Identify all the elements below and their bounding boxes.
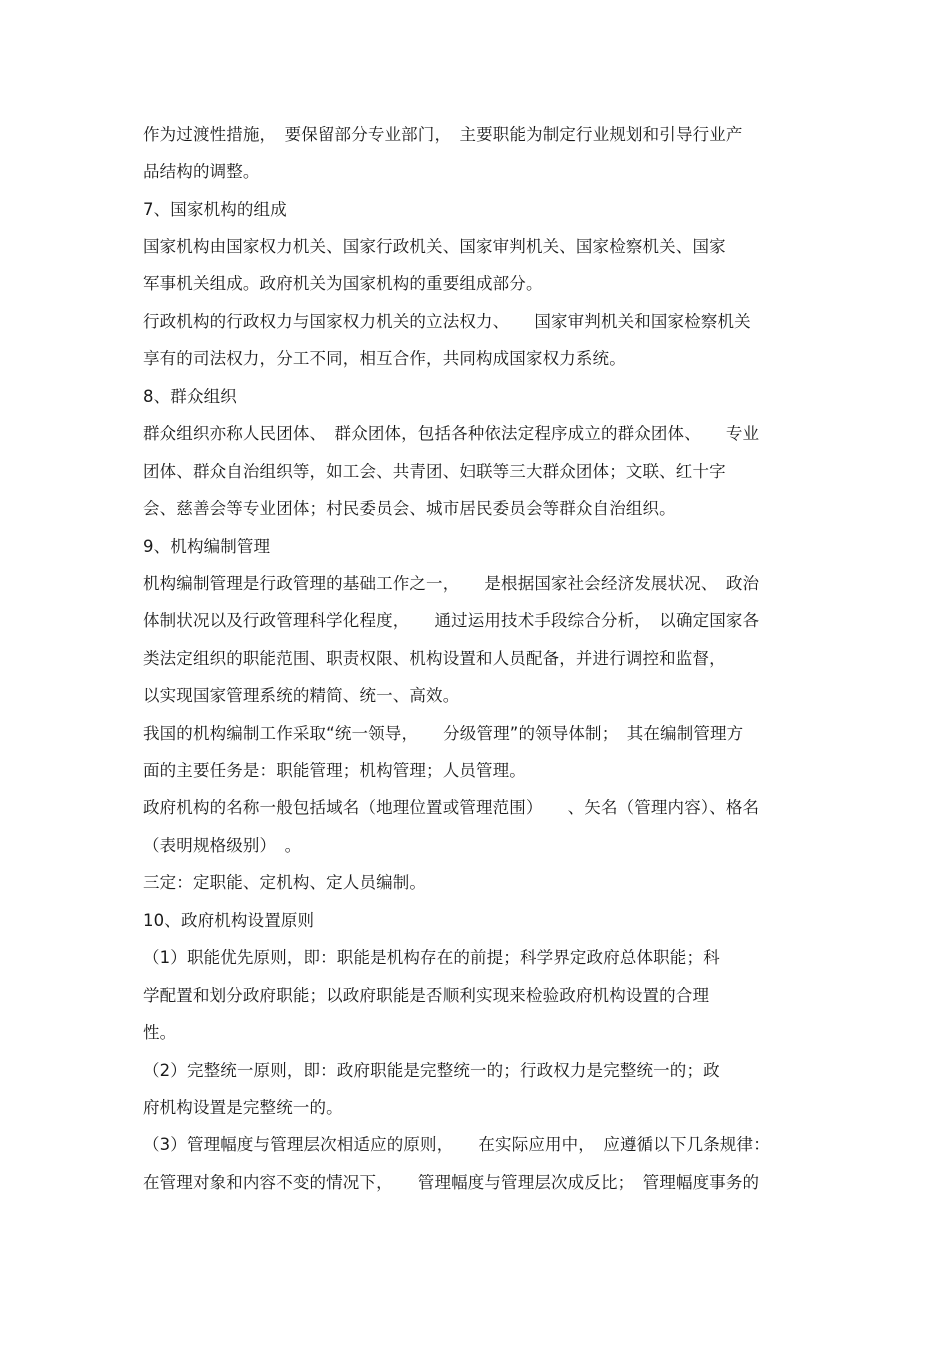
paragraph-line: 体制状况以及行政管理科学化程度， 通过运用技术手段综合分析， 以确定国家各 [143,611,760,630]
paragraph-line: （3）管理幅度与管理层次相适应的原则， 在实际应用中， 应遵循以下几条规律： [143,1135,770,1154]
paragraph-line: 学配置和划分政府职能；以政府职能是否顺利实现来检验政府机构设置的合理 [143,986,710,1005]
paragraph-line: （1）职能优先原则，即：职能是机构存在的前提；科学界定政府总体职能；科 [143,948,720,967]
section-heading: 7、国家机构的组成 [143,200,287,219]
paragraph-line: 品结构的调整。 [143,162,260,181]
paragraph-line: 面的主要任务是：职能管理；机构管理；人员管理。 [143,761,526,780]
paragraph-line: 三定：定职能、定机构、定人员编制。 [143,873,427,892]
paragraph-line: （2）完整统一原则，即：政府职能是完整统一的；行政权力是完整统一的；政 [143,1061,720,1080]
paragraph-line: 行政机构的行政权力与国家权力机关的立法权力、 国家审判机关和国家检察机关 [143,312,751,331]
paragraph-line: 享有的司法权力，分工不同，相互合作，共同构成国家权力系统。 [143,349,626,368]
paragraph-line: 府机构设置是完整统一的。 [143,1098,343,1117]
paragraph-line: 会、慈善会等专业团体；村民委员会、城市居民委员会等群众自治组织。 [143,499,676,518]
section-heading: 8、群众组织 [143,387,237,406]
paragraph-line: 国家机构由国家权力机关、国家行政机关、国家审判机关、国家检察机关、国家 [143,237,726,256]
paragraph-line: 在管理对象和内容不变的情况下， 管理幅度与管理层次成反比； 管理幅度事务的 [143,1173,760,1192]
paragraph-line: 我国的机构编制工作采取“统一领导， 分级管理”的领导体制； 其在编制管理方 [143,724,744,743]
paragraph-line: 群众组织亦称人民团体、 群众团体，包括各种依法定程序成立的群众团体、 专业 [143,424,760,443]
paragraph-line: 作为过渡性措施， 要保留部分专业部门， 主要职能为制定行业规划和引导行业产 [143,125,743,144]
paragraph-line: 性。 [143,1023,177,1042]
paragraph-line: 以实现国家管理系统的精简、统一、高效。 [143,686,460,705]
paragraph-line: （表明规格级别） 。 [143,836,302,855]
paragraph-line: 政府机构的名称一般包括域名（地理位置或管理范围） 、矢名（管理内容）、格名 [143,798,760,817]
paragraph-line: 机构编制管理是行政管理的基础工作之一， 是根据国家社会经济发展状况、 政治 [143,574,760,593]
section-heading: 9、机构编制管理 [143,537,271,556]
paragraph-line: 团体、群众自治组织等，如工会、共青团、妇联等三大群众团体；文联、红十字 [143,462,726,481]
paragraph-line: 军事机关组成。政府机关为国家机构的重要组成部分。 [143,274,543,293]
paragraph-line: 类法定组织的职能范围、职责权限、机构设置和人员配备，并进行调控和监督， [143,649,726,668]
section-heading: 10、政府机构设置原则 [143,911,315,930]
